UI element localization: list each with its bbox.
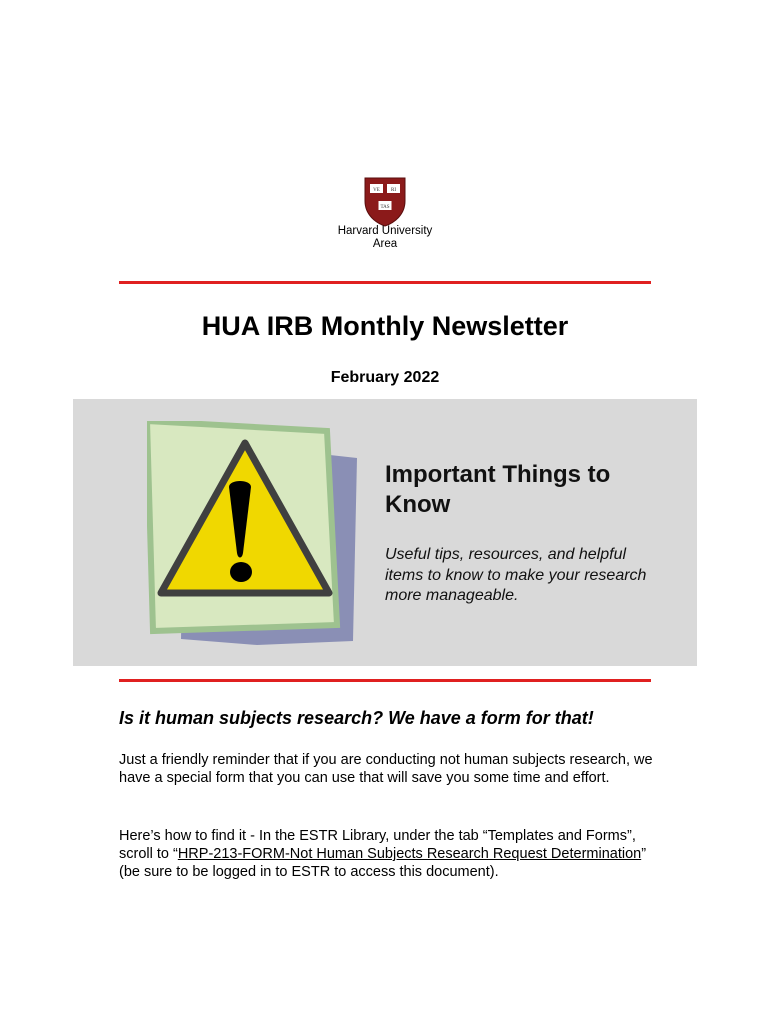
exclamation-dot — [230, 562, 252, 582]
shield-text-1: VE — [373, 188, 380, 193]
important-things-banner — [73, 399, 697, 666]
org-name — [285, 225, 485, 251]
instructions-text-before: Here’s how to find it - In the ESTR Library, under the tab “Templates and Forms”, scroll to “ — [119, 828, 636, 862]
warning-icon — [147, 421, 367, 646]
instructions-text-after: ” (be sure to be logged in to ESTR to access this document). — [119, 846, 647, 880]
harvard-shield-logo — [364, 177, 406, 227]
newsletter-title: HUA IRB Monthly Newsletter — [201, 311, 569, 341]
section-heading: Is it human subjects research? We have a form for that! — [119, 708, 594, 728]
shield-text-2: RI — [391, 188, 396, 193]
hrp-213-form-link[interactable]: HRP-213-FORM-Not Human Subjects Research Request Determination — [177, 846, 642, 862]
top-divider — [119, 281, 651, 284]
reminder-paragraph: Just a friendly reminder that if you are conducting not human subjects research, we have a special form that you can use that will save you some time and effort. — [119, 752, 653, 786]
section-divider — [119, 679, 651, 682]
org-name-line2: Area — [372, 238, 398, 250]
banner-heading: Important Things to Know — [385, 461, 611, 518]
banner-subtitle: Useful tips, resources, and helpful items to know to make your research more manageable. — [385, 546, 647, 604]
newsletter-date: February 2022 — [330, 369, 440, 386]
shield-text-3: TAS — [380, 205, 390, 210]
instructions-paragraph — [119, 827, 659, 881]
org-name-line1: Harvard University — [337, 225, 433, 237]
